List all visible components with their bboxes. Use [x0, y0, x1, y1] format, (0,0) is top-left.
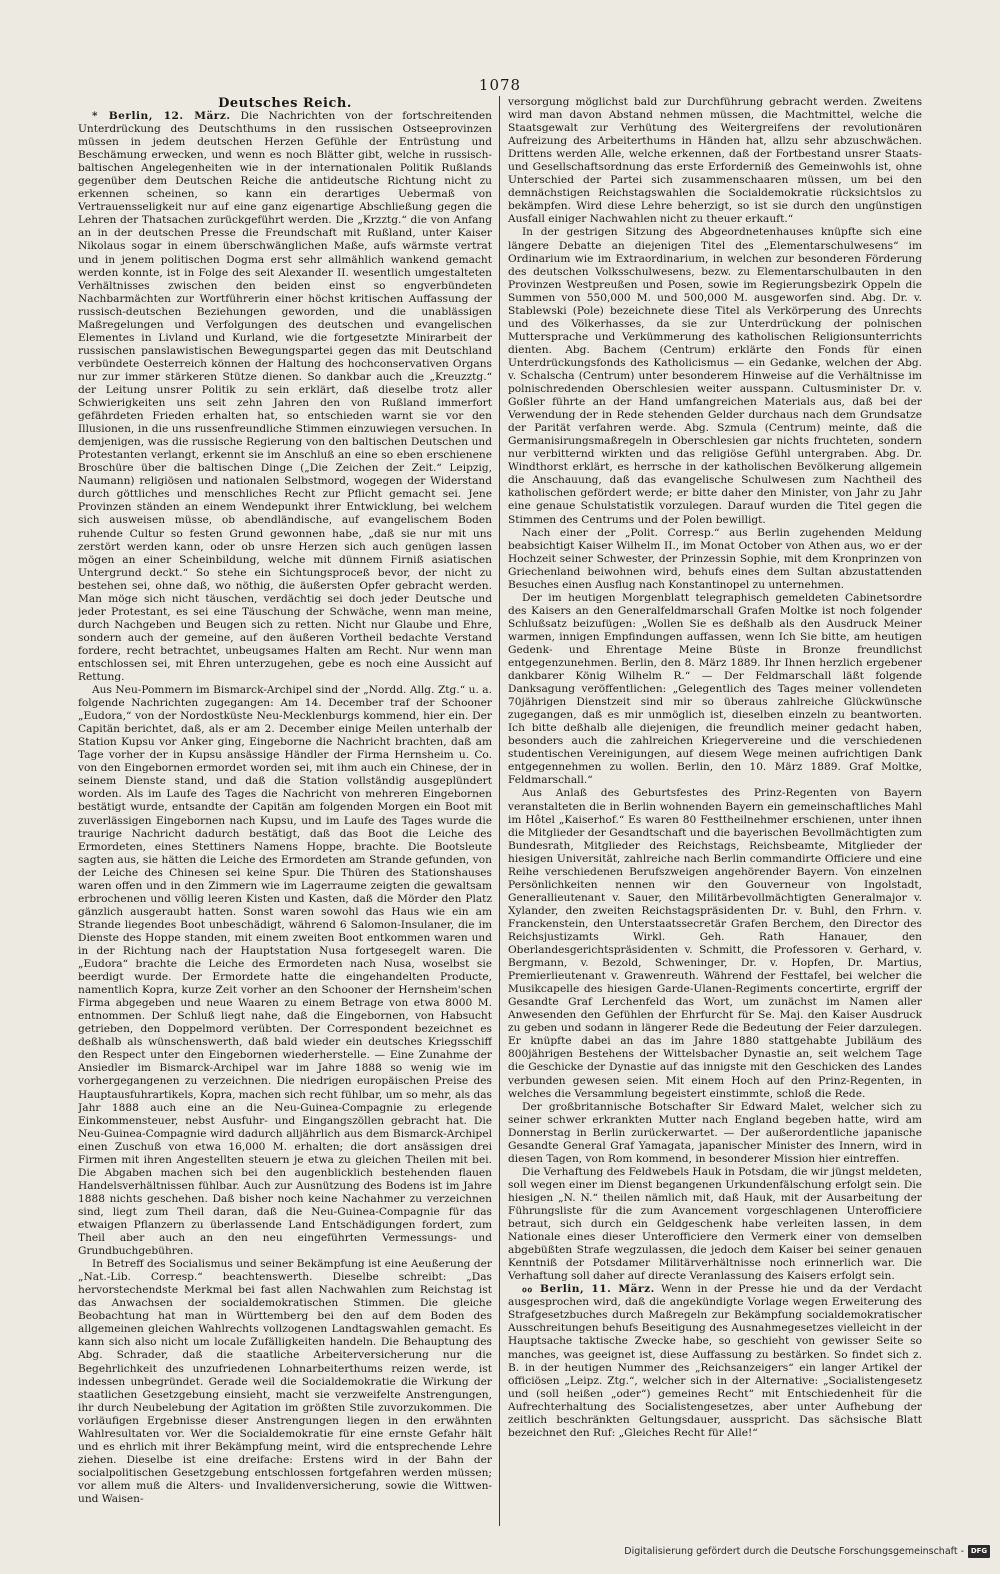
article-paragraph: Aus Anlaß des Geburtsfestes des Prinz-Regenten von Bayern veranstalteten die in Berlin wohnenden Bayern ein gemeinschaftliches Mahl im Hôtel „Kaiserhof.“ Es waren 80 Festtheilnehmer erschienen, unter ihnen die Mitglieder der Gesandtschaft und die bayerischen Bevollmächtigten zum Bundesrath, Mitglieder des Reichstags, Reichsbeamte, Mitglieder der hiesigen Universität, zahlreiche nach Berlin commandirte Officiere und eine Reihe verschiedenen Berufszweigen angehörender Bayern. Von einzelnen Persönlichkeiten nennen wir den Gouverneur von Ingolstadt, Generallieutenant v. Sauer, den Militärbevollmächtigten Generalmajor v. Xylander, den zweiten Reichstagspräsidenten Dr. v. Buhl, den Frhrn. v. Franckenstein, den Unterstaatssecretär Grafen Berchem, den Director des Reichsjustizamts Wirkl. Geh. Rath Hanauer, den Oberlandesgerichtspräsidenten v. Schmitt, die Professoren v. Gerhard, v. Bergmann, v. Bezold, Schweninger, Dr. v. Hopfen, Dr. Martius, Premierlieutenant v. Grawenreuth. Während der Festtafel, bei welcher die Musikcapelle des hiesigen Garde-Ulanen-Regiments concertirte, ergriff der Gesandte Graf Lerchenfeld das Wort, um zunächst im Namen aller Anwesenden den Gefühlen der Ehrfurcht für Se. Maj. den Kaiser Ausdruck zu geben und sodann in längerer Rede die Bedeutung der Feier darzulegen. Er knüpfte dabei an das im Jahre 1880 stattgehabte Jubiläum des 800jährigen Bestehens der Wittelsbacher Dynastie an, seit welchem Tage die Geschicke der Dynastie auf das innigste mit den Geschicken des Landes verbunden gewesen seien. Mit einem Hoch auf den Prinz-Regenten, in welches die Versammlung begeistert einstimmte, schloß die Rede.	[508, 787, 922, 1100]
page-number: 1078	[478, 76, 522, 94]
column-divider	[499, 96, 500, 1526]
digitization-footer	[624, 1542, 990, 1560]
article-paragraph	[508, 1283, 922, 1440]
dateline: * Berlin, 12. März.	[92, 110, 231, 122]
left-column	[78, 110, 492, 1525]
right-column	[508, 96, 922, 1526]
article-paragraph: Die Verhaftung des Feldwebels Hauk in Potsdam, die wir jüngst meldeten, soll wegen einer im Dienst begangenen Urkundenfälschung erfolgt sein. Die hiesigen „N. N.“ theilen nämlich mit, daß Hauk, mit der Ausarbeitung der Führungsliste für die zum Avancement vorgeschlagenen Unterofficiere betraut, sich durch ein Geldgeschenk habe verleiten lassen, in dem Nationale eines dieser Unterofficiere den Vermerk einer von demselben abgebüßten Strafe wegzulassen, die jedoch dem Kaiser bei seiner genauen Kenntniß der Potsdamer Militärverhältnisse noch erinnerlich war. Die Verhaftung soll daher auf directe Veranlassung des Kaisers erfolgt sein.	[508, 1165, 922, 1283]
article-paragraph: Der großbritannische Botschafter Sir Edward Malet, welcher sich zu seiner schwer erkrankten Mutter nach England begeben hatte, wird am Donnerstag in Berlin zurückerwartet. — Der außerordentliche japanische Gesandte General Graf Yamagata, japanischer Minister des Innern, wird in diesen Tagen, von Rom kommend, in besonderer Mission hier eintreffen.	[508, 1100, 922, 1165]
dateline: ℴℴ Berlin, 11. März.	[522, 1283, 655, 1296]
paragraph-text: Wenn in der Presse hie und da der Verdacht ausgesprochen wird, daß die angekündigte Vorlage wegen Erweiterung des Strafgesetzbuches durch Maßregeln zur Bekämpfung socialdemokratischer Ausschreitungen behufs Beseitigung des Ausnahmegesetzes vielleicht in der Hauptsache taktische Zwecke habe, so geschieht von gewisser Seite so manches, was geeignet ist, diese Auffassung zu bestärken. So findet sich z. B. in der heutigen Nummer des „Reichsanzeigers“ ein langer Artikel der officiösen „Leipz. Ztg.“, welcher sich in der Alternative: „Socialistengesetz und (soll heißen „oder“) gemeines Recht“ mit Entschiedenheit für die Aufrechterhaltung des Socialistengesetzes, aber unter Aufhebung der zeitlich beschränkten Geltungsdauer, ausspricht. Das sächsische Blatt bezeichnet den Ruf: „Gleiches Recht für Alle!“	[508, 1283, 922, 1439]
article-paragraph: Aus Neu-Pommern im Bismarck-Archipel sind der „Nordd. Allg. Ztg.“ u. a. folgende Nachrichten zugegangen: Am 14. December traf der Schooner „Eudora,“ von der Nordostküste Neu-Mecklenburgs kommend, hier ein. Der Capitän berichtet, daß, als er am 2. December einige Meilen unterhalb der Station Kupsu vor Anker ging, Eingeborne die Nachricht brachten, daß am Tage vorher der in Kupsu ansässige Händler der Firma Hernsheim u. Co. von den Eingebornen ermordet worden sei, mit ihm auch ein Chinese, der in seinem Dienste stand, und daß die Station vollständig ausgeplündert worden. Als im Laufe des Tages die Nachricht von mehreren Eingebornen bestätigt wurde, entsandte der Capitän am folgenden Morgen ein Boot mit zuverlässigen Eingebornen nach Kupsu, und im Laufe des Tages wurde die traurige Nachricht dadurch bestätigt, daß das Boot die Leiche des Ermordeten, eines Stettiners Namens Hoppe, brachte. Die Bootsleute sagten aus, sie hätten die Leiche des Ermordeten am Strande gefunden, von der Leiche des Chinesen sei keine Spur. Die Thüren des Stationshauses waren offen und in den Zimmern wie im Lagerraume zeigten die gewaltsam erbrochenen und völlig leeren Kisten und Kasten, daß die Mörder den Platz gänzlich ausgeraubt hatten. Sonst waren sowohl das Haus wie ein am Strande liegendes Boot unbeschädigt, während 6 Salomon-Insulaner, die im Dienste des Hoppe standen, mit einem zweiten Boot entkommen waren und in der Richtung nach der Hauptstation Nusa fortgesegelt waren. Die „Eudora“ brachte die Leiche des Ermordeten nach Nusa, woselbst sie beerdigt wurde. Der Ermordete hatte die eingehandelten Producte, namentlich Kopra, kurze Zeit vorher an den Schooner der Hernsheim'schen Firma abgegeben und neue Waaren zu einem Betrage von etwa 8000 M. entnommen. Der Schluß liegt nahe, daß die Eingebornen, von Habsucht getrieben, den Doppelmord verübten. Der Correspondent bezeichnet es deßhalb als wünschenswerth, daß bald wieder ein deutsches Kriegsschiff den Respect unter den Eingebornen wiederherstelle. — Eine Zunahme der Ansiedler im Bismarck-Archipel war im Jahre 1888 so wenig wie im vorhergegangenen zu verzeichnen. Die niedrigen europäischen Preise des Hauptausfuhrartikels, Kopra, machen sich recht fühlbar, um so mehr, als das Jahr 1888 auch eine an die Neu-Guinea-Compagnie zu erlegende Einkommensteuer, nebst Ausfuhr- und Eingangszöllen gebracht hat. Die Neu-Guinea-Compagnie wird dadurch alljährlich aus dem Bismarck-Archipel einen Zuschuß von etwa 16,000 M. erhalten; die dort ansässigen drei Firmen mit ihren Angestellten steuern je etwa zu gleichen Theilen mit bei. Die Abgaben machen sich bei den augenblicklich bestehenden flauen Handelsverhältnissen fühlbar. Auch zur Ausnützung des Bodens ist im Jahre 1888 nichts geschehen. Daß bisher noch keine Nachahmer zu verzeichnen sind, liegt zum Theil daran, daß die Neu-Guinea-Compagnie für das etwaigen Pflanzern zu überlassende Land Entschädigungen fordert, zum Theil aber auch an den neu eingeführten Vermessungs- und Grundbuchgebühren.	[78, 684, 492, 1258]
paragraph-text: Die Nachrichten von der fortschreitenden Unterdrückung des Deutschthums in den russischen Ostseeprovinzen müssen in jedem deutschen Herzen Gefühle der Entrüstung und Beschämung erwecken, und wenn es noch Blätter gibt, welche in russisch-baltischen Angelegenheiten wie in der internationalen Politik Rußlands gegenüber dem Deutschen Reiche die antideutsche Richtung nicht zu erkennen scheinen, so kann ein derartiges Uebermaß von Vertrauensseligkeit nur auf eine ganz eigenartige Abschließung gegen die Lehren der Thatsachen zurückgeführt werden. Die „Krzztg.“ die von Anfang an in der deutschen Presse die Freundschaft mit Rußland, unter Kaiser Nikolaus sogar in einem überschwänglichen Maße, aufs wärmste vertrat und in jenem politischen Dogma erst sehr allmählich wankend gemacht werden konnte, ist in Folge des seit Alexander II. wesentlich umgestalteten Verhältnisses zwischen den beiden einst so engverbündeten Nachbarmächten zur Wortführerin einer höchst kritischen Auffassung der russisch-deutschen Beziehungen geworden, und die unablässigen Maßregelungen und Verfolgungen des deutschen und evangelischen Elementes in Livland und Kurland, wie die fortgesetzte Minirarbeit der russischen panslawistischen Bewegungspartei gegen das mit Deutschland verbündete Oesterreich können der Haltung des hochconservativen Organs nur zur immer stärkeren Stütze dienen. So dankbar auch die „Kreuzztg.“ der Leitung unsrer Politik zu sein erklärt, daß dieselbe trotz aller Schwierigkeiten uns seit zehn Jahren den von Rußland immerfort gefährdeten Frieden erhalten hat, so entschieden warnt sie vor den Illusionen, in die uns russenfreundliche Stimmen einzuwiegen versuchen. In demjenigen, was die russische Regierung von den baltischen Deutschen und Protestanten verlangt, erkennt sie im Anschluß an eine so eben erschienene Broschüre über die baltischen Dinge („Die Zeichen der Zeit.“ Leipzig, Naumann) religiösen und nationalen Selbstmord, wogegen der Widerstand durch göttliches und menschliches Recht zur Pflicht gemacht sei. Jene Provinzen ständen an einem Wendepunkt ihrer Entwicklung, bei welchem sich ausweisen müsse, ob abendländische, auf evangelischem Boden ruhende Cultur so festen Grund gewonnen habe, „daß sie nur mit uns zerstört werden kann, oder ob unsre Herzen sich auch genügen lassen mögen an einer Scheinbildung, welche mit dünnem Firniß asiatischen Untergrund deckt.“ So stehe ein Sichtungsproceß bevor, der nicht zu bestehen sei, ohne daß, wo nöthig, die äußersten Opfer gebracht werden. Man möge sich nicht täuschen, verdächtig sei doch jeder Deutsche und jeder Protestant, es sei eine Täuschung der Schwäche, wenn man meine, durch Nachgeben und Beugen sich zu retten. Nicht nur Glaube und Ehre, sondern auch der gemeine, auf den äußeren Vortheil bedachte Verstand fordere, recht betrachtet, unbeugsames Halten am Recht. Nur wenn man entschlossen sei, mit Ehren unterzugehen, gebe es noch eine Aussicht auf Rettung.	[78, 110, 492, 684]
article-paragraph: In der gestrigen Sitzung des Abgeordnetenhauses knüpfte sich eine längere Debatte an diejenigen Titel des „Elementarschulwesens“ im Ordinarium wie im Extraordinarium, in welchen zur besonderen Förderung des deutschen Volksschulwesens, bezw. zu Elementarschulbauten in den Provinzen Westpreußen und Posen, sowie im Regierungsbezirk Oppeln die Summen von 550,000 M. und 500,000 M. ausgeworfen sind. Abg. Dr. v. Stablewski (Pole) bezeichnete diese Titel als Verkörperung des Unrechts und des Völkerhasses, da sie zur Unterdrückung der polnischen Muttersprache und Verkümmerung des katholischen Religionsunterrichts dienten. Abg. Bachem (Centrum) erklärte den Fonds für einen Unterdrückungsfonds des Katholicismus — ein Gedanke, welchen der Abg. v. Schalscha (Centrum) unter besonderem Hinweise auf die Verhältnisse im polnischredenden Oberschlesien weiter ausspann. Cultusminister Dr. v. Goßler führte an der Hand umfangreichen Materials aus, daß bei der Verwendung der in Rede stehenden Gelder durchaus nach dem Grundsatze der Parität verfahren werde. Abg. Szmula (Centrum) meinte, daß die Germanisirungsmaßregeln in Oberschlesien gar nichts fruchteten, sondern nur verbitternd wirkten und das religiöse Gefühl untergraben. Abg. Dr. Windthorst erklärt, es herrsche in der katholischen Bevölkerung allgemein die Anschauung, daß das evangelische Schulwesen zum Nachtheil des katholischen gefördert werde; er bitte daher den Minister, von Jahr zu Jahr eine genaue Schulstatistik vorzulegen. Darauf wurden die Titel gegen die Stimmen des Centrums und der Polen bewilligt.	[508, 226, 922, 526]
article-paragraph: In Betreff des Socialismus und seiner Bekämpfung ist eine Aeußerung der „Nat.-Lib. Corresp.“ beachtenswerth. Dieselbe schreibt: „Das hervorstechendste Merkmal bei fast allen Nachwahlen zum Reichstag ist das Anwachsen der socialdemokratischen Stimmen. Die gleiche Beobachtung hat man in Württemberg bei den auf dem Boden des allgemeinen gleichen Wahlrechts vollzogenen Landtagswahlen gemacht. Es kann sich also nicht um locale Zufälligkeiten handeln. Die Behauptung des Abg. Schrader, daß die staatliche Arbeiterversicherung nur die Begehrlichkeit des unzufriedenen Lohnarbeiterthums reizen werde, ist indessen unbegründet. Gerade weil die Socialdemokratie die Wirkung der staatlichen Gesetzgebung einsieht, macht sie verzweifelte Anstrengungen, ihr durch Neubelebung der Agitation im größten Stile zuvorzukommen. Die vorläufigen Ergebnisse dieser Anstrengungen liegen in den erwähnten Wahlresultaten vor. Wer die Socialdemokratie für eine ernste Gefahr hält und es ehrlich mit ihrer Bekämpfung meint, wird die entsprechende Lehre ziehen. Dieselbe ist eine dreifache: Erstens wird in der Bahn der socialpolitischen Gesetzgebung entschlossen fortgefahren werden müssen; vor allem muß die Alters- und Invalidenversicherung, sowie die Wittwen- und Waisen-	[78, 1258, 492, 1505]
article-paragraph	[78, 110, 492, 684]
article-paragraph: Nach einer der „Polit. Corresp.“ aus Berlin zugehenden Meldung beabsichtigt Kaiser Wilhelm II., im Monat October von Athen aus, wo er der Hochzeit seiner Schwester, der Prinzessin Sophie, mit dem Kronprinzen von Griechenland beiwohnen wird, behufs eines dem Sultan abzustattenden Besuches einen Ausflug nach Konstantinopel zu unternehmen.	[508, 526, 922, 591]
article-paragraph: Der im heutigen Morgenblatt telegraphisch gemeldeten Cabinetsordre des Kaisers an den Generalfeldmarschall Grafen Moltke ist noch folgender Schlußsatz beizufügen: „Wollen Sie es deßhalb als den Ausdruck Meiner warmen, innigen Empfindungen auffassen, wenn Ich Sie bitte, am heutigen Gedenk- und Ehrentage Meine Büste in Bronze freundlichst entgegenzunehmen. Berlin, den 8. März 1889. Ihr Ihnen herzlich ergebener dankbarer König Wilhelm R.“ — Der Feldmarschall läßt folgende Danksagung veröffentlichen: „Gelegentlich des Tages meiner vollendeten 70jährigen Dienstzeit sind mir so überaus zahlreiche Glückwünsche zugegangen, daß es mir unmöglich ist, dieselben einzeln zu beantworten. Ich bitte deßhalb alle diejenigen, die freundlich meiner gedacht haben, besonders auch die zahlreichen Kriegervereine und die verschiedenen studentischen Vereinigungen, auf diesem Wege meinen aufrichtigen Dank entgegennehmen zu wollen. Berlin, den 10. März 1889. Graf Moltke, Feldmarschall.“	[508, 591, 922, 787]
article-paragraph: versorgung möglichst bald zur Durchführung gebracht werden. Zweitens wird man davon Abstand nehmen müssen, die Machtmittel, welche die Staatsgewalt zur Verhütung des Weitergreifens der revolutionären Aufreizung des Arbeiterthums in Händen hat, allzu sehr abzuschwächen. Drittens werden Alle, welche erkennen, daß der Fortbestand unsrer Staats- und Gesellschaftsordnung das erste Erforderniß des Gemeinwohls ist, ohne Unterschied der Partei sich zusammenschaaren müssen, um bei den demnächstigen Reichstagswahlen die Socialdemokratie rücksichtslos zu bekämpfen. Wird diese Lehre beherzigt, so ist sie durch den ungünstigen Ausfall einiger Nachwahlen nicht zu theuer erkauft.“	[508, 96, 922, 226]
dfg-logo-icon: DFG	[968, 1545, 990, 1558]
section-heading: Deutsches Reich.	[218, 96, 352, 111]
footer-credit: Digitalisierung gefördert durch die Deutsche Forschungsgemeinschaft -	[624, 1545, 964, 1557]
